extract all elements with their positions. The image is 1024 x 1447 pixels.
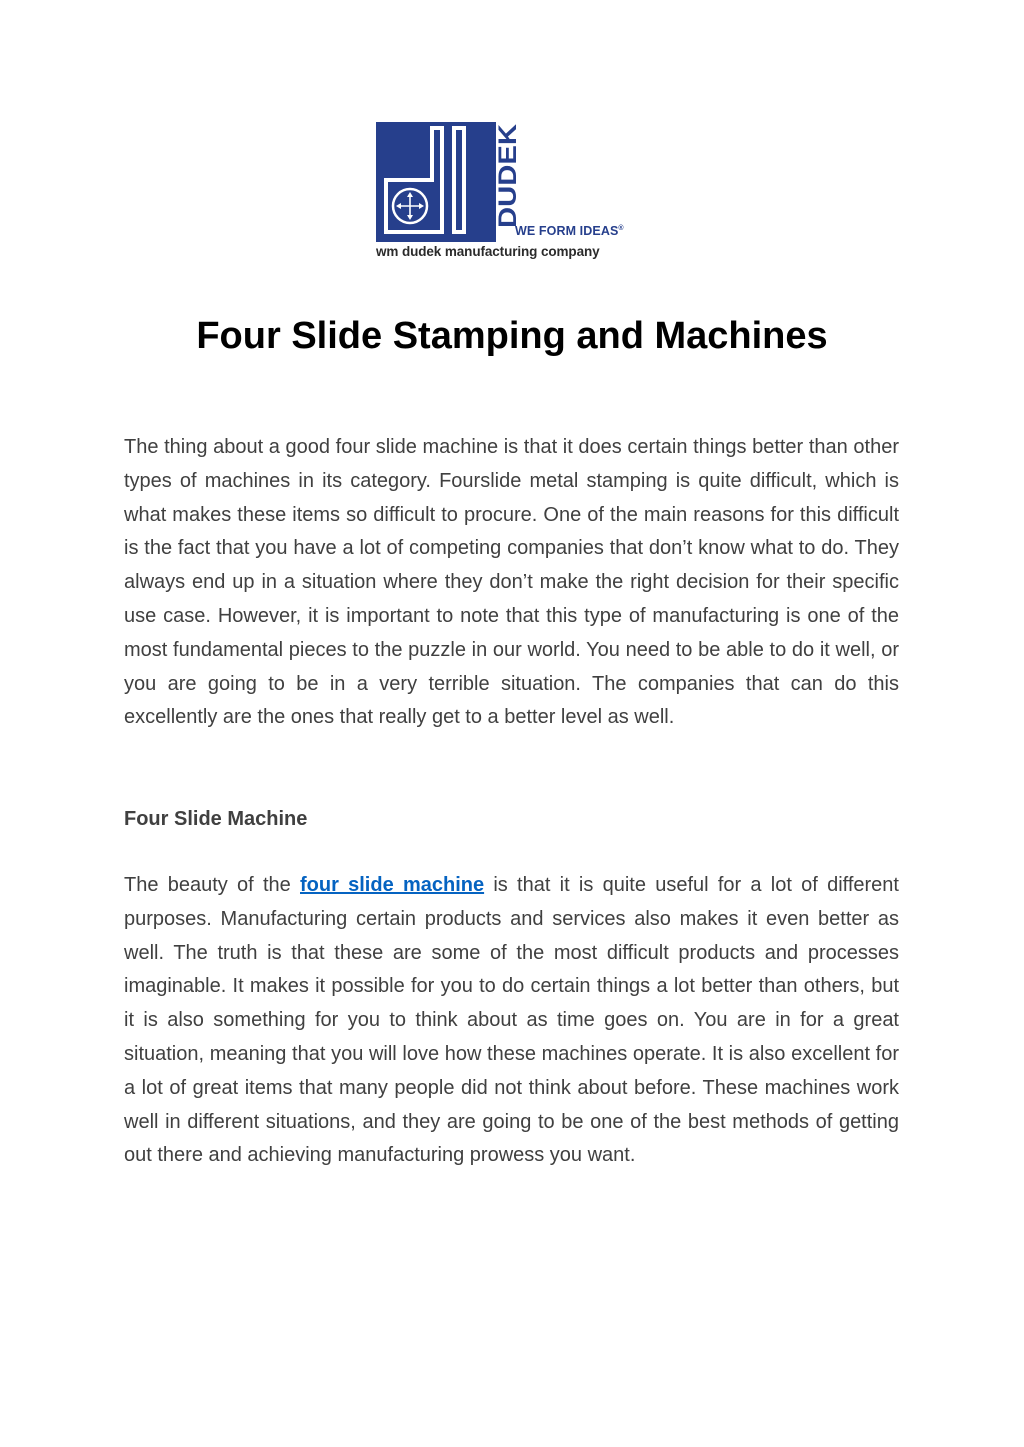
logo-tagline: WE FORM IDEAS® xyxy=(515,224,624,238)
dudek-wordmark xyxy=(494,122,522,228)
paragraph-intro: The thing about a good four slide machine is that it does certain things better than other types of machines in its category. Fourslide metal stamping is quite difficult, which is what makes these items so difficult to procure. One of the main reasons for this difficult is the fact that you have a lot of competing companies that don’t know what to do. They always end up in a situation where they don’t make the right decision for their specific use case. However, it is important to note that this type of manufacturing is one of the most fundamental pieces to the puzzle in our world. You need to be able to do it well, or you are going to be in a very terrible situation. The companies that can do this excellently are the ones that really get to a better level as well. xyxy=(124,436,899,729)
svg-text:DUDEK: DUDEK xyxy=(494,139,522,228)
four-slide-machine-link[interactable]: four slide machine xyxy=(300,874,485,896)
paragraph-text-after-link: is that it is quite useful for a lot of different purposes. Manufacturing certain products and services also makes it even better as well. The truth is that these are some of the most difficult products and processes imaginable. It makes it possible for you to do certain things a lot better than others, but it is also something for you to think about as time goes on. You are in for a great situation, meaning that you will love how these machines operate. It is also excellent for a lot of great items that many people did not think about before. These machines work well in different situations, and they are going to be one of the best methods of getting out there and achieving manufacturing prowess you want. xyxy=(124,874,899,1167)
section-heading: Four Slide Machine xyxy=(124,808,308,830)
company-logo xyxy=(376,122,648,262)
registered-mark: ® xyxy=(618,225,624,232)
paragraph-text-before-link: The beauty of the xyxy=(124,874,300,896)
document-title: Four Slide Stamping and Machines xyxy=(196,315,828,357)
logo-company-name: wm dudek manufacturing company xyxy=(376,244,600,259)
paragraph-four-slide-machine xyxy=(124,869,899,1173)
dudek-monogram-icon xyxy=(376,122,496,242)
